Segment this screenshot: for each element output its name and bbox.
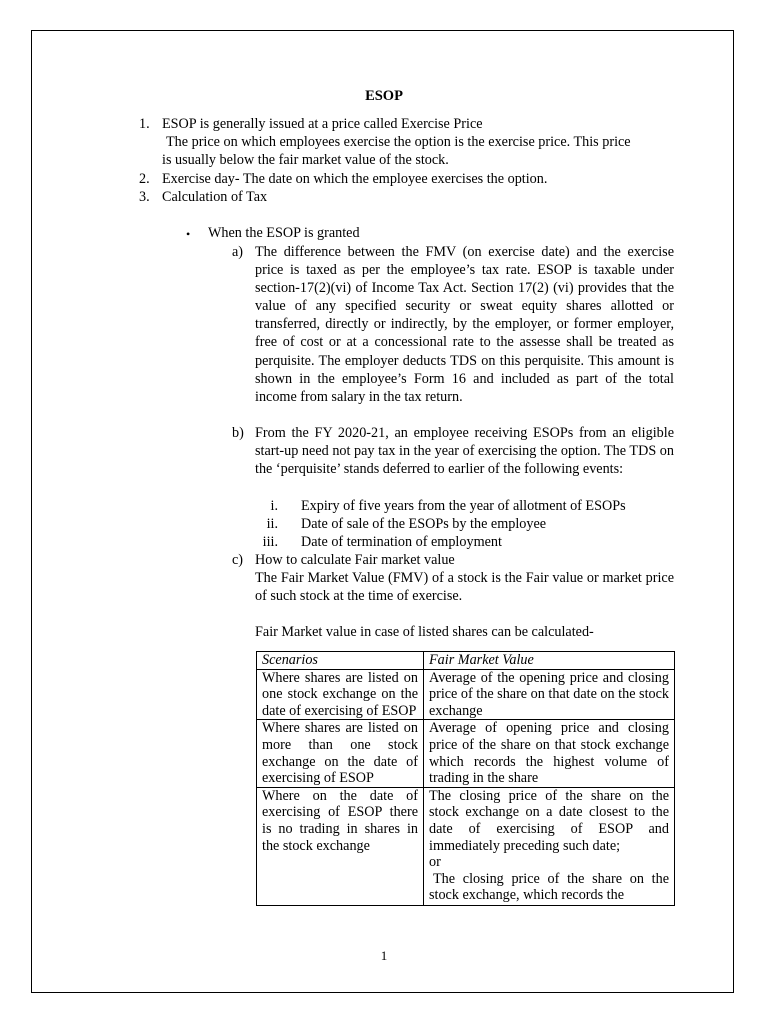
event-number-2: ii. <box>266 516 278 532</box>
event-text-3: Date of termination of employment <box>301 534 502 550</box>
sub-item-b-label: b) <box>232 425 244 441</box>
value-part-1: The closing price of the share on the stock exchange on a date closest to the date of exercising of ESOP and immediately preceding such date; <box>429 787 669 854</box>
list-number-2: 2. <box>139 171 150 187</box>
fmv-table <box>256 651 675 906</box>
list-item-1-text: ESOP is generally issued at a price called Exercise Price <box>162 116 483 132</box>
sub-item-b-text: From the FY 2020-21, an employee receiving ESOPs from an eligible start-up need not pay tax in the year of exercising the option. The TDS on the ‘perquisite’ stands deferred to earlier of the following events: <box>255 425 674 478</box>
value-or: or <box>429 854 441 871</box>
value-cell: Average of opening price and closing price of the share on that stock exchange which records the highest volume of trading in the share <box>424 720 675 787</box>
scenario-cell: Where shares are listed on one stock exchange on the date of exercising of ESOP <box>257 669 424 720</box>
scenario-cell: Where on the date of exercising of ESOP there is no trading in shares in the stock exchange <box>257 787 424 905</box>
sub-item-c-heading: How to calculate Fair market value <box>255 552 455 568</box>
bullet-text: When the ESOP is granted <box>208 225 360 241</box>
bullet-icon: • <box>186 227 191 241</box>
sub-item-a-label: a) <box>232 244 244 260</box>
sub-item-a-text: The difference between the FMV (on exercise date) and the exercise price is taxed as per the employee’s tax rate. ESOP is taxable under section-17(2)(vi) of Income Tax Act. Section 17(2) (vi) provides that the value of any specified security or sweat equity shares allotted or transferred, directly or indirectly, by the employer, or former employer, free of cost or at a concessional rate to the assesse shall be treated as perquisite. The employer deducts TDS on this perquisite. This amount is shown in the employee’s Form 16 and included as part of the total income from salary in the tax return. <box>255 244 674 405</box>
page-number: 1 <box>380 948 388 963</box>
value-cell <box>424 787 675 905</box>
event-number-3: iii. <box>262 534 278 550</box>
event-number-1: i. <box>270 498 278 514</box>
document-title: ESOP <box>365 88 403 104</box>
value-cell: Average of the opening price and closing price of the share on that date on the stock exchange <box>424 669 675 720</box>
table-row <box>257 787 675 905</box>
sub-item-c-label: c) <box>232 552 244 568</box>
event-text-2: Date of sale of the ESOPs by the employee <box>301 516 547 532</box>
list-item-3-text: Calculation of Tax <box>162 189 268 205</box>
scenario-cell: Where shares are listed on more than one stock exchange on the date of exercising of ESOP <box>257 720 424 787</box>
header-fair-market-value: Fair Market Value <box>424 652 675 670</box>
listed-shares-intro: Fair Market value in case of listed shares can be calculated- <box>255 624 594 640</box>
table-header-row <box>257 652 675 670</box>
table-row <box>257 669 675 720</box>
event-text-1: Expiry of five years from the year of allotment of ESOPs <box>301 498 626 514</box>
list-item-2-text: Exercise day- The date on which the employee exercises the option. <box>162 171 548 187</box>
table-row <box>257 720 675 787</box>
header-scenarios: Scenarios <box>257 652 424 670</box>
list-item-1-description-line-2: is usually below the fair market value of the stock. <box>162 152 449 168</box>
value-part-2: The closing price of the share on the stock exchange, which records the <box>429 870 669 904</box>
list-number-1: 1. <box>139 116 150 132</box>
list-item-1-description-line-1: The price on which employees exercise the option is the exercise price. This price <box>166 134 631 150</box>
list-number-3: 3. <box>139 189 150 205</box>
sub-item-c-text: The Fair Market Value (FMV) of a stock is the Fair value or market price of such stock at the time of exercise. <box>255 570 674 605</box>
